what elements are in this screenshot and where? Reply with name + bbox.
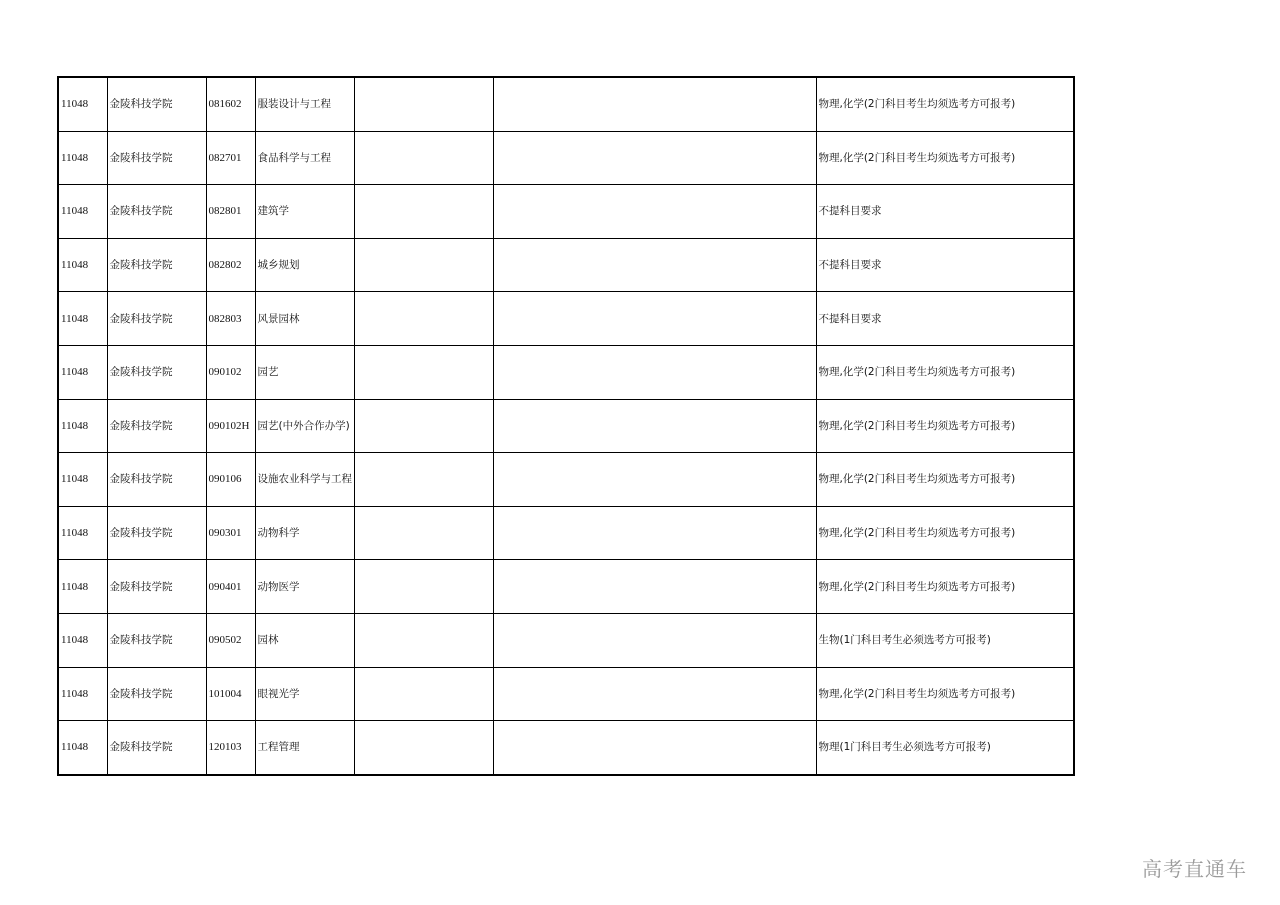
empty-cell	[354, 77, 493, 131]
major-code-cell: 081602	[206, 77, 255, 131]
empty-cell	[493, 613, 816, 667]
empty-cell	[354, 613, 493, 667]
major-name-cell: 园艺	[255, 345, 354, 399]
institution-name-cell: 金陵科技学院	[107, 185, 206, 239]
institution-code-cell: 11048	[58, 292, 107, 346]
institution-code-cell: 11048	[58, 453, 107, 507]
major-name-cell: 动物科学	[255, 506, 354, 560]
empty-cell	[493, 399, 816, 453]
empty-cell	[354, 345, 493, 399]
table-row	[58, 506, 1074, 560]
subject-requirement-cell: 物理,化学(2门科目考生均须选考方可报考)	[816, 345, 1074, 399]
empty-cell	[493, 453, 816, 507]
institution-name-cell: 金陵科技学院	[107, 238, 206, 292]
empty-cell	[354, 238, 493, 292]
major-code-cell: 082802	[206, 238, 255, 292]
table-row	[58, 721, 1074, 775]
institution-code-cell: 11048	[58, 77, 107, 131]
major-code-cell: 082803	[206, 292, 255, 346]
institution-name-cell: 金陵科技学院	[107, 399, 206, 453]
subject-requirement-cell: 物理(1门科目考生必须选考方可报考)	[816, 721, 1074, 775]
institution-name-cell: 金陵科技学院	[107, 345, 206, 399]
empty-cell	[493, 238, 816, 292]
empty-cell	[493, 77, 816, 131]
major-code-cell: 090102	[206, 345, 255, 399]
subject-requirement-cell: 物理,化学(2门科目考生均须选考方可报考)	[816, 560, 1074, 614]
institution-code-cell: 11048	[58, 399, 107, 453]
institution-name-cell: 金陵科技学院	[107, 453, 206, 507]
major-name-cell: 建筑学	[255, 185, 354, 239]
subject-requirement-cell: 物理,化学(2门科目考生均须选考方可报考)	[816, 506, 1074, 560]
institution-name-cell: 金陵科技学院	[107, 721, 206, 775]
major-name-cell: 眼视光学	[255, 667, 354, 721]
institution-code-cell: 11048	[58, 185, 107, 239]
empty-cell	[354, 453, 493, 507]
major-name-cell: 设施农业科学与工程	[255, 453, 354, 507]
empty-cell	[493, 560, 816, 614]
table-row	[58, 238, 1074, 292]
institution-name-cell: 金陵科技学院	[107, 131, 206, 185]
subject-requirement-cell: 物理,化学(2门科目考生均须选考方可报考)	[816, 399, 1074, 453]
table-row	[58, 292, 1074, 346]
institution-code-cell: 11048	[58, 721, 107, 775]
empty-cell	[354, 506, 493, 560]
major-name-cell: 园艺(中外合作办学)	[255, 399, 354, 453]
major-name-cell: 食品科学与工程	[255, 131, 354, 185]
major-name-cell: 园林	[255, 613, 354, 667]
major-name-cell: 风景园林	[255, 292, 354, 346]
subject-requirement-cell: 物理,化学(2门科目考生均须选考方可报考)	[816, 453, 1074, 507]
empty-cell	[493, 667, 816, 721]
subject-requirement-cell: 不提科目要求	[816, 292, 1074, 346]
major-name-cell: 动物医学	[255, 560, 354, 614]
empty-cell	[354, 399, 493, 453]
major-code-cell: 120103	[206, 721, 255, 775]
major-code-cell: 090502	[206, 613, 255, 667]
empty-cell	[354, 667, 493, 721]
table-body	[58, 77, 1074, 775]
subject-requirements-table	[57, 76, 1075, 776]
table-row	[58, 667, 1074, 721]
empty-cell	[493, 506, 816, 560]
empty-cell	[493, 345, 816, 399]
table-row	[58, 185, 1074, 239]
major-name-cell: 工程管理	[255, 721, 354, 775]
subject-requirement-cell: 不提科目要求	[816, 185, 1074, 239]
table-row	[58, 345, 1074, 399]
empty-cell	[493, 185, 816, 239]
institution-code-cell: 11048	[58, 506, 107, 560]
institution-code-cell: 11048	[58, 238, 107, 292]
institution-name-cell: 金陵科技学院	[107, 560, 206, 614]
major-code-cell: 090301	[206, 506, 255, 560]
empty-cell	[354, 185, 493, 239]
institution-code-cell: 11048	[58, 131, 107, 185]
watermark-text: 高考直通车	[1142, 857, 1247, 881]
table-row	[58, 77, 1074, 131]
empty-cell	[354, 721, 493, 775]
subject-requirement-cell: 物理,化学(2门科目考生均须选考方可报考)	[816, 667, 1074, 721]
empty-cell	[493, 721, 816, 775]
institution-code-cell: 11048	[58, 345, 107, 399]
major-name-cell: 城乡规划	[255, 238, 354, 292]
table-row	[58, 131, 1074, 185]
institution-name-cell: 金陵科技学院	[107, 506, 206, 560]
table-row	[58, 399, 1074, 453]
empty-cell	[493, 131, 816, 185]
institution-name-cell: 金陵科技学院	[107, 667, 206, 721]
institution-name-cell: 金陵科技学院	[107, 613, 206, 667]
subject-requirement-cell: 不提科目要求	[816, 238, 1074, 292]
empty-cell	[493, 292, 816, 346]
subject-requirement-cell: 物理,化学(2门科目考生均须选考方可报考)	[816, 131, 1074, 185]
table-row	[58, 560, 1074, 614]
major-code-cell: 082801	[206, 185, 255, 239]
major-name-cell: 服装设计与工程	[255, 77, 354, 131]
table-row	[58, 453, 1074, 507]
institution-code-cell: 11048	[58, 560, 107, 614]
table-row	[58, 613, 1074, 667]
major-code-cell: 090106	[206, 453, 255, 507]
empty-cell	[354, 560, 493, 614]
institution-code-cell: 11048	[58, 667, 107, 721]
subject-requirement-cell: 物理,化学(2门科目考生均须选考方可报考)	[816, 77, 1074, 131]
subject-requirement-cell: 生物(1门科目考生必须选考方可报考)	[816, 613, 1074, 667]
institution-name-cell: 金陵科技学院	[107, 292, 206, 346]
major-code-cell: 090102H	[206, 399, 255, 453]
institution-name-cell: 金陵科技学院	[107, 77, 206, 131]
institution-code-cell: 11048	[58, 613, 107, 667]
empty-cell	[354, 292, 493, 346]
empty-cell	[354, 131, 493, 185]
major-code-cell: 082701	[206, 131, 255, 185]
major-code-cell: 090401	[206, 560, 255, 614]
major-code-cell: 101004	[206, 667, 255, 721]
